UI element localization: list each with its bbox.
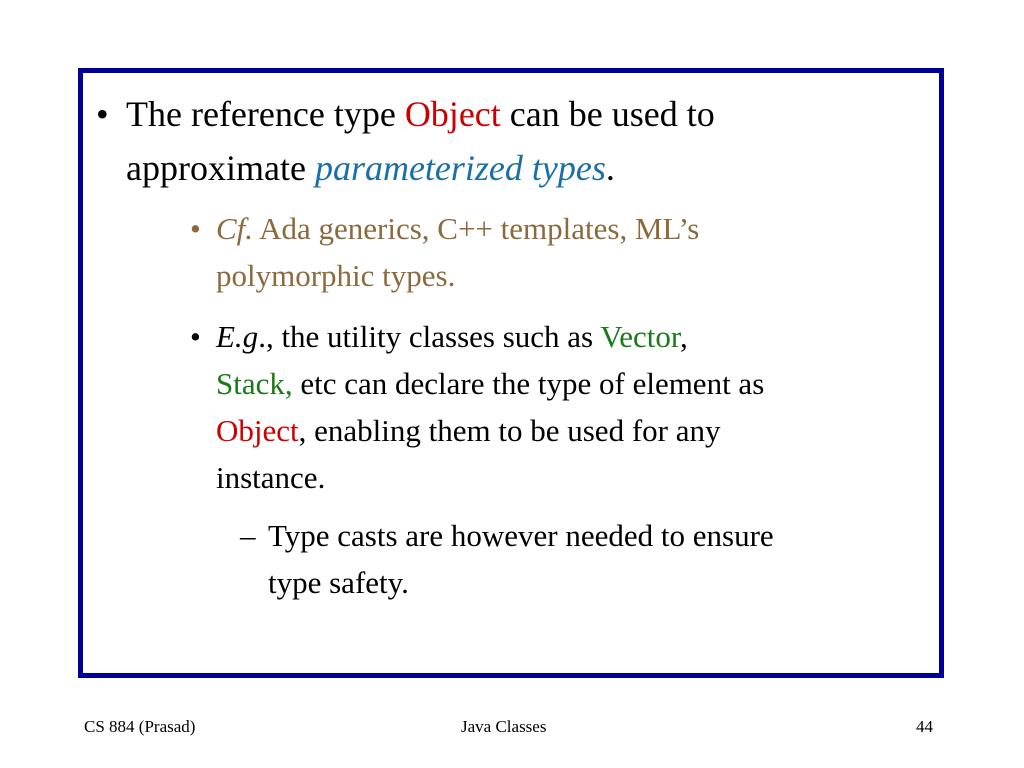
sub-bullet-marker: • (190, 211, 201, 246)
subsub1-line1: Type casts are however needed to ensure (268, 518, 774, 553)
dash-marker: – (240, 518, 256, 553)
text-run: . (605, 148, 615, 188)
text-run: The reference type (126, 94, 405, 134)
sub1-line2: polymorphic types. (216, 258, 456, 293)
emphasis-parameterized-types: parameterized types (314, 148, 606, 188)
class-vector: Vector (600, 319, 680, 354)
keyword-object: Object (404, 94, 501, 134)
bullet1-line2 (126, 142, 615, 194)
subsub1-line2: type safety. (268, 565, 409, 600)
text-run: etc can declare the type of element as (292, 366, 765, 401)
sub2-line3 (216, 407, 720, 454)
sub2-line4: instance. (216, 460, 326, 495)
bullet1-line1 (126, 88, 715, 140)
text-run: approximate (126, 148, 315, 188)
footer-left: CS 884 (Prasad) (84, 717, 196, 736)
text-run: , (679, 319, 688, 354)
sub-bullet-marker: • (190, 319, 201, 354)
sub2-line1 (216, 313, 688, 360)
text-run: Cf. (216, 211, 254, 246)
text-run: can be used to (500, 94, 715, 134)
sub2-line2 (216, 360, 764, 407)
keyword-object: Object (216, 413, 299, 448)
sub1-line1 (216, 205, 699, 252)
footer-page-number: 44 (916, 717, 933, 736)
text-run: ., the utility classes such as (258, 319, 601, 354)
text-run: , enabling them to be used for any (298, 413, 721, 448)
class-stack: Stack, (216, 366, 293, 401)
bullet-marker: • (96, 94, 109, 134)
text-run: Ada generics, C++ templates, ML’s (253, 211, 700, 246)
text-run: E.g (216, 319, 259, 354)
footer-center: Java Classes (461, 717, 547, 736)
